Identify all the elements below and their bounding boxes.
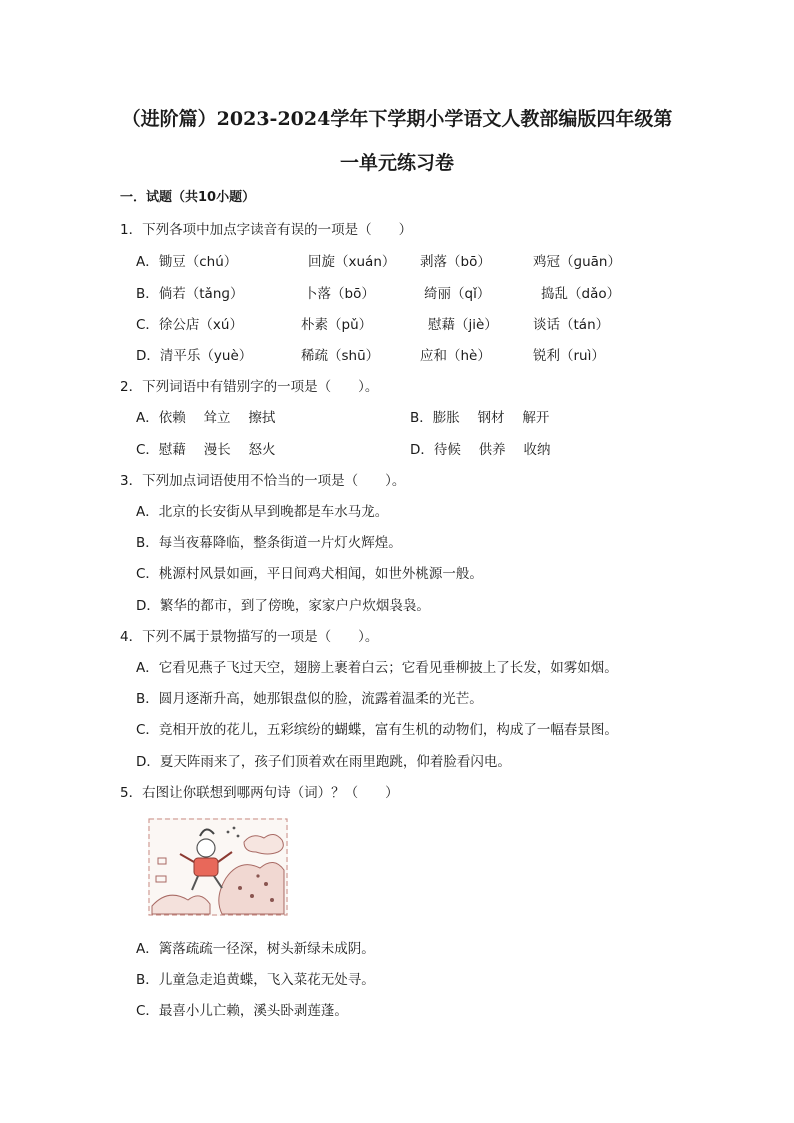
question-2-stem: 2．下列词语中有错别字的一项是（ ）。 — [120, 379, 379, 395]
question-5-illustration — [148, 818, 288, 916]
question-3-stem: 3．下列加点词语使用不恰当的一项是（ ）。 — [120, 473, 406, 489]
q4-option-c: C．竞相开放的花儿，五彩缤纷的蝴蝶，富有生机的动物们，构成了一幅春景图。 — [136, 722, 618, 738]
q3-option-b: B．每当夜幕降临，整条街道一片灯火辉煌。 — [136, 535, 402, 551]
question-4-stem: 4．下列不属于景物描写的一项是（ ）。 — [120, 629, 379, 645]
q1-option-b-2: 卜落（bō） — [304, 286, 375, 302]
q1-option-b-4: 捣乱（dǎo） — [541, 286, 621, 302]
q1-option-a-4: 鸡冠（ɡuān） — [533, 254, 621, 270]
q1-option-c-2: 朴素（pǔ） — [301, 317, 373, 333]
q3-option-a: A．北京的长安街从早到晚都是车水马龙。 — [136, 504, 389, 520]
page-title-line1: （进阶篇）2023-2024学年下学期小学语文人教部编版四年级第 — [121, 108, 673, 130]
q3-option-d: D．繁华的都市，到了傍晚，家家户户炊烟袅袅。 — [136, 598, 430, 614]
q5-option-a: A．篱落疏疏一径深，树头新绿未成阴。 — [136, 941, 375, 957]
q1-option-d-1: D．清平乐（yuè） — [136, 348, 253, 364]
q2-option-a: A．依赖 耸立 擦拭 — [136, 410, 276, 426]
q2-option-c: C．慰藉 漫长 怒火 — [136, 442, 276, 458]
q1-option-a-1: A．锄豆（chú） — [136, 254, 238, 270]
q4-option-d: D．夏天阵雨来了，孩子们顶着欢在雨里跑跳，仰着脸看闪电。 — [136, 754, 511, 770]
section-heading: 一．试题（共10小题） — [120, 190, 256, 205]
q1-option-b-1: B．倘若（tǎnɡ） — [136, 286, 244, 302]
question-1-stem: 1．下列各项中加点字读音有误的一项是（ ） — [120, 222, 413, 238]
q5-option-c: C．最喜小儿亡赖，溪头卧剥莲蓬。 — [136, 1003, 348, 1019]
q1-option-d-3: 应和（hè） — [420, 348, 491, 364]
q5-option-b: B．儿童急走追黄蝶，飞入菜花无处寻。 — [136, 972, 375, 988]
q2-option-d: D．待候 供养 收纳 — [410, 442, 551, 458]
q1-option-c-1: C．徐公店（xú） — [136, 317, 243, 333]
page-title-line2: 一单元练习卷 — [339, 152, 454, 174]
q1-option-c-4: 谈话（tán） — [533, 317, 610, 333]
q4-option-a: A．它看见燕子飞过天空，翅膀上裹着白云；它看见垂柳披上了长发，如雾如烟。 — [136, 660, 618, 676]
q1-option-c-3: 慰藉（jiè） — [428, 317, 498, 333]
q1-option-d-2: 稀疏（shū） — [301, 348, 380, 364]
q1-option-b-3: 绮丽（qǐ） — [424, 286, 491, 302]
q1-option-a-3: 剥落（bō） — [420, 254, 491, 270]
q1-option-a-2: 回旋（xuán） — [308, 254, 396, 270]
q4-option-b: B．圆月逐渐升高，她那银盘似的脸，流露着温柔的光芒。 — [136, 691, 483, 707]
q1-option-d-4: 锐利（ruì） — [533, 348, 605, 364]
question-5-stem: 5．右图让你联想到哪两句诗（词）？（ ） — [120, 785, 399, 801]
q3-option-c: C．桃源村风景如画，平日间鸡犬相闻，如世外桃源一般。 — [136, 566, 483, 582]
q2-option-b: B．膨胀 钢材 解开 — [410, 410, 550, 426]
